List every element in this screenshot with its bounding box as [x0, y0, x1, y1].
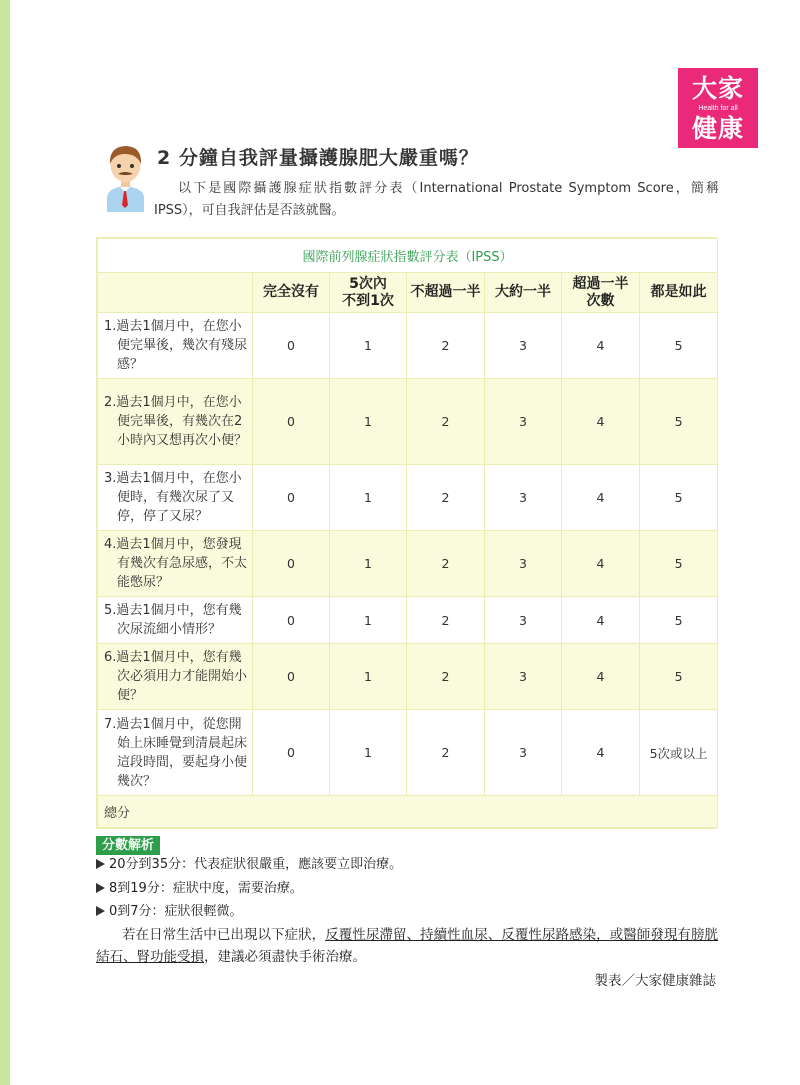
question-cell [98, 644, 253, 710]
page-title: 2 分鐘自我評量攝護腺肥大嚴重嗎？ [157, 147, 479, 169]
column-header: 超過一半 次數 [562, 273, 640, 313]
triangle-bullet-icon [96, 883, 105, 893]
table-row [98, 313, 718, 379]
total-label: 總分 [98, 796, 718, 828]
table-row [98, 379, 718, 465]
question-text: 5.過去1個月中，您有幾次尿流細小情形？ [104, 603, 242, 637]
score-cell: 5 [640, 313, 718, 379]
score-cell: 3 [485, 313, 562, 379]
score-cell: 5 [640, 379, 718, 465]
surgery-advice-paragraph: 若在日常生活中已出現以下症狀，反覆性尿滯留、持續性血尿、反覆性尿路感染，或醫師發現有膀胱結石、腎功能受損，建議必須盡快手術治療。 [96, 927, 719, 965]
column-header: 不超過一半 [407, 273, 485, 313]
score-cell: 3 [485, 710, 562, 796]
column-header: 大約一半 [485, 273, 562, 313]
score-cell: 5 [640, 531, 718, 597]
score-cell: 2 [407, 597, 485, 644]
score-cell: 2 [407, 465, 485, 531]
score-cell: 0 [253, 465, 330, 531]
question-cell [98, 531, 253, 597]
score-cell: 4 [562, 313, 640, 379]
question-cell [98, 465, 253, 531]
question-text: 3.過去1個月中，在您小便時，有幾次尿了又停，停了又尿？ [104, 471, 242, 524]
score-cell: 5次或以上 [640, 710, 718, 796]
score-cell: 0 [253, 644, 330, 710]
analysis-item: 8到19分：症狀中度，需要治療。 [96, 879, 303, 899]
column-header: 都是如此 [640, 273, 718, 313]
score-cell: 5 [640, 597, 718, 644]
analysis-label: 分數解析 [96, 836, 160, 855]
magazine-logo [678, 68, 758, 148]
question-cell [98, 710, 253, 796]
score-cell: 1 [330, 313, 407, 379]
column-header: 5次內 不到1次 [330, 273, 407, 313]
table-row [98, 531, 718, 597]
logo-line2: 健康 [691, 114, 744, 143]
score-cell: 2 [407, 710, 485, 796]
credit-line: 製表／大家健康雜誌 [594, 973, 716, 989]
table-row [98, 465, 718, 531]
logo-subtitle: Health for all [698, 105, 738, 112]
question-cell [98, 313, 253, 379]
score-cell: 1 [330, 644, 407, 710]
logo-line1: 大家 [691, 74, 744, 103]
score-cell: 0 [253, 313, 330, 379]
question-text: 4.過去1個月中，您發現有幾次有急尿感，不太能憋尿？ [104, 537, 248, 590]
triangle-bullet-icon [96, 859, 105, 869]
score-cell: 5 [640, 465, 718, 531]
score-cell: 1 [330, 531, 407, 597]
analysis-item: 0到7分：症狀很輕微。 [96, 902, 243, 922]
score-cell: 4 [562, 710, 640, 796]
question-cell [98, 597, 253, 644]
underlined-symptoms: 反覆性尿滯留、持續性血尿、反覆性尿路感染，或醫師發現有膀胱結石、腎功能受損 [96, 927, 719, 965]
table-row [98, 644, 718, 710]
score-cell: 0 [253, 531, 330, 597]
left-accent-bar [0, 0, 10, 1085]
table-row [98, 597, 718, 644]
score-cell: 3 [485, 379, 562, 465]
triangle-bullet-icon [96, 906, 105, 916]
score-cell: 0 [253, 710, 330, 796]
score-cell: 3 [485, 644, 562, 710]
score-cell: 3 [485, 597, 562, 644]
score-cell: 4 [562, 597, 640, 644]
header-blank-cell [98, 273, 253, 313]
score-cell: 4 [562, 379, 640, 465]
score-cell: 2 [407, 531, 485, 597]
score-cell: 3 [485, 531, 562, 597]
table-caption: 國際前列腺症狀指數評分表（IPSS） [98, 239, 718, 273]
score-cell: 1 [330, 379, 407, 465]
question-cell [98, 379, 253, 465]
score-cell: 1 [330, 710, 407, 796]
table-row [98, 710, 718, 796]
analysis-item: 20分到35分：代表症狀很嚴重，應該要立即治療。 [96, 855, 402, 875]
score-cell: 1 [330, 597, 407, 644]
score-cell: 2 [407, 379, 485, 465]
score-cell: 2 [407, 644, 485, 710]
score-cell: 0 [253, 379, 330, 465]
score-cell: 0 [253, 597, 330, 644]
question-text: 6.過去1個月中，您有幾次必須用力才能開始小便？ [104, 650, 248, 703]
question-text: 1.過去1個月中，在您小便完畢後，幾次有殘尿感？ [104, 319, 248, 372]
score-cell: 1 [330, 465, 407, 531]
score-cell: 2 [407, 313, 485, 379]
question-text: 7.過去1個月中，從您開始上床睡覺到清晨起床這段時間，要起身小便幾次？ [104, 716, 248, 789]
question-text: 2.過去1個月中，在您小便完畢後，有幾次在2小時內又想再次小便？ [104, 395, 248, 448]
score-cell: 4 [562, 465, 640, 531]
score-cell: 3 [485, 465, 562, 531]
column-header: 完全沒有 [253, 273, 330, 313]
score-cell: 5 [640, 644, 718, 710]
ipss-table [96, 237, 716, 829]
doctor-avatar-icon [103, 140, 148, 212]
intro-text: 以下是國際攝護腺症狀指數評分表（International Prostate Symptom Score，簡稱IPSS），可自我評估是否該就醫。 [154, 181, 719, 218]
score-cell: 4 [562, 531, 640, 597]
score-cell: 4 [562, 644, 640, 710]
